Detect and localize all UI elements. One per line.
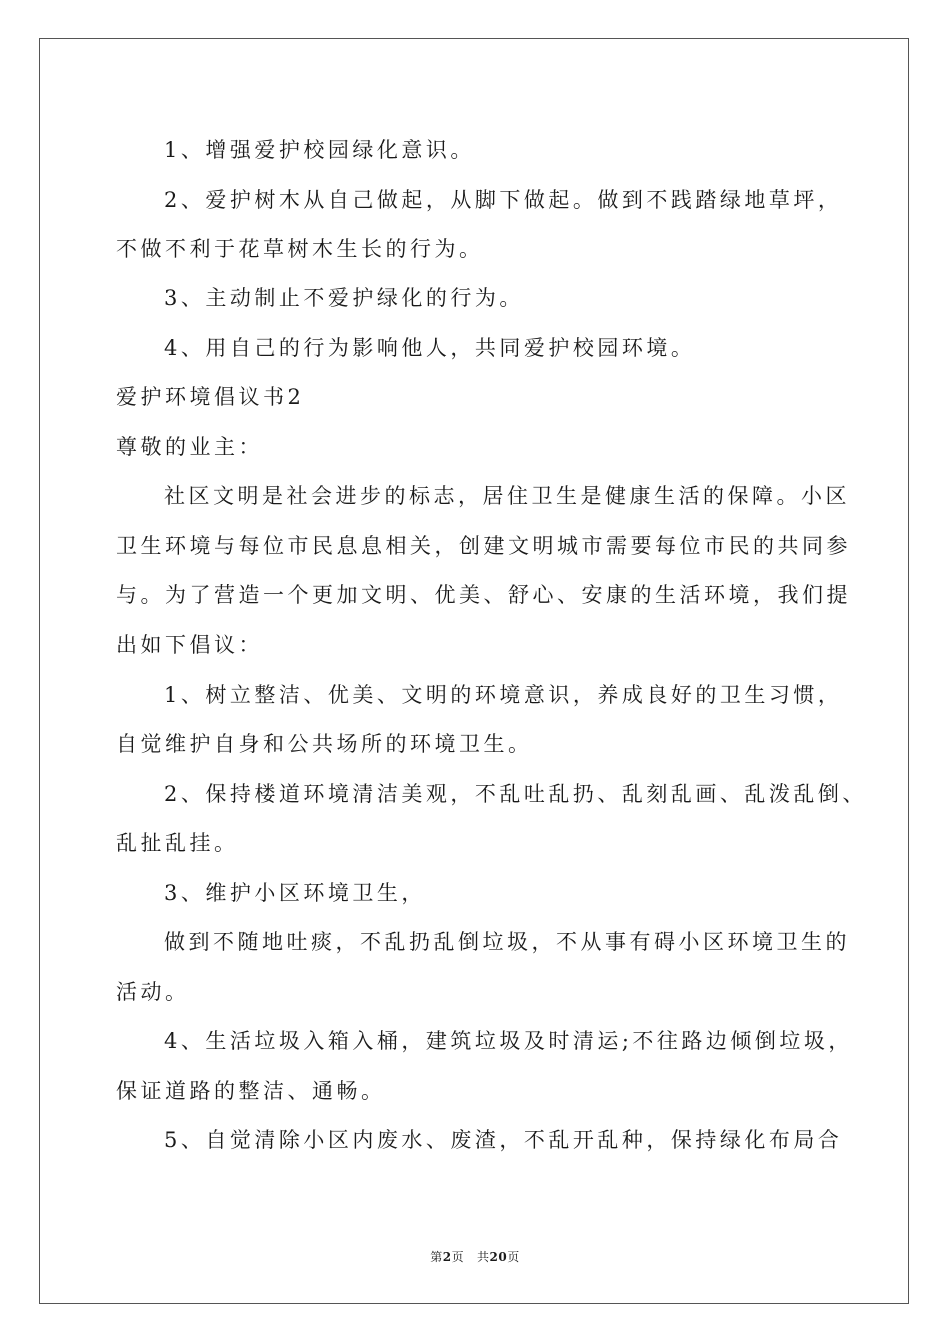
page-prefix: 第 <box>430 1250 443 1264</box>
paragraph-line: 3、维护小区环境卫生， <box>164 881 426 905</box>
paragraph-line: 1、增强爱护校园绿化意识。 <box>164 138 475 162</box>
salutation: 尊敬的业主： <box>116 435 263 459</box>
paragraph-line: 1、树立整洁、优美、文明的环境意识，养成良好的卫生习惯， <box>164 683 843 707</box>
paragraph-line: 活动。 <box>116 980 190 1004</box>
page-footer <box>0 1248 950 1265</box>
paragraph-line: 做到不随地吐痰，不乱扔乱倒垃圾，不从事有碍小区环境卫生的 <box>164 930 850 954</box>
page-mid: 页 共 <box>451 1250 490 1264</box>
paragraph-line: 出如下倡议： <box>116 633 263 657</box>
paragraph-line: 卫生环境与每位市民息息相关，创建文明城市需要每位市民的共同参 <box>116 534 851 558</box>
paragraph-line: 自觉维护自身和公共场所的环境卫生。 <box>116 732 533 756</box>
paragraph-line: 保证道路的整洁、通畅。 <box>116 1079 386 1103</box>
page-border <box>39 38 909 1304</box>
paragraph-line: 4、用自己的行为影响他人，共同爱护校园环境。 <box>164 336 696 360</box>
page-total: 20 <box>489 1250 508 1264</box>
paragraph-line: 不做不利于花草树木生长的行为。 <box>116 237 484 261</box>
paragraph-line: 4、生活垃圾入箱入桶，建筑垃圾及时清运;不往路边倾倒垃圾， <box>164 1029 853 1053</box>
paragraph-line: 2、爱护树木从自己做起，从脚下做起。做到不践踏绿地草坪， <box>164 188 843 212</box>
paragraph-line: 2、保持楼道环境清洁美观，不乱吐乱扔、乱刻乱画、乱泼乱倒、 <box>164 782 867 806</box>
paragraph-line: 乱扯乱挂。 <box>116 831 239 855</box>
page-number: 2 <box>442 1250 452 1264</box>
page-suffix: 页 <box>507 1250 520 1264</box>
paragraph-line: 社区文明是社会进步的标志，居住卫生是健康生活的保障。小区 <box>164 484 850 508</box>
paragraph-line: 3、主动制止不爱护绿化的行为。 <box>164 286 524 310</box>
paragraph-line: 5、自觉清除小区内废水、废渣，不乱开乱种，保持绿化布局合 <box>164 1128 843 1152</box>
section-heading: 爱护环境倡议书2 <box>116 385 305 409</box>
paragraph-line: 与。为了营造一个更加文明、优美、舒心、安康的生活环境，我们提 <box>116 583 851 607</box>
